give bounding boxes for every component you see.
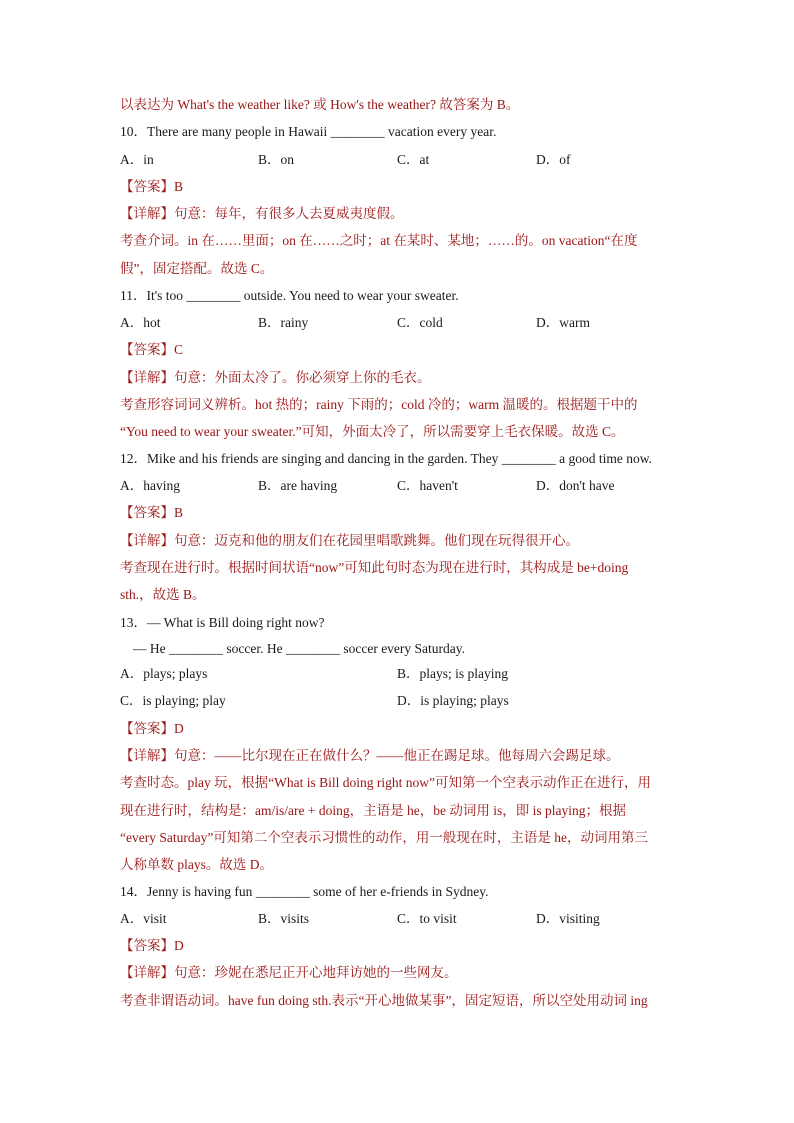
q12-answer: 【答案】B [120, 505, 184, 520]
q14-answer: 【答案】D [120, 938, 184, 953]
q10-analysis-2: 假”，固定搭配。故选 C。 [120, 261, 274, 276]
q13-option-c: C．is playing; play [120, 693, 226, 708]
q11-analysis-2: “You need to wear your sweater.”可知，外面太冷了，所以需要穿上毛衣保暖。故选 C。 [120, 424, 625, 439]
intro-line: 以表达为 What's the weather like? 或 How's the weather? 故答案为 B。 [120, 97, 520, 112]
q10-answer: 【答案】B [120, 179, 184, 194]
q14-option-c: C．to visit [397, 911, 457, 926]
q11-option-c: C．cold [397, 315, 443, 330]
q14-analysis-1: 考查非谓语动词。have fun doing sth.表示“开心地做某事”，固定短语，所以空处用动词 ing [120, 993, 648, 1008]
q10-analysis-1: 考查介词。in 在……里面；on 在……之时；at 在某时、某地；……的。on vacation“在度 [120, 233, 638, 248]
q10-option-a: A．in [120, 152, 154, 167]
q11-answer: 【答案】C [120, 342, 184, 357]
question-12-stem: 12．Mike and his friends are singing and dancing in the garden. They ________ a good time now. [120, 451, 653, 466]
q13-option-a: A．plays; plays [120, 666, 208, 681]
q13-detail: 【详解】句意：——比尔现在正在做什么？——他正在踢足球。他每周六会踢足球。 [120, 748, 620, 763]
question-11-stem: 11．It's too ________ outside. You need to wear your sweater. [120, 288, 459, 303]
q12-detail: 【详解】句意：迈克和他的朋友们在花园里唱歌跳舞。他们现在玩得很开心。 [120, 533, 579, 548]
q11-option-d: D．warm [536, 315, 590, 330]
q11-analysis-1: 考查形容词词义辨析。hot 热的；rainy 下雨的；cold 冷的；warm 温暖的。根据题干中的 [120, 397, 638, 412]
q14-detail: 【详解】句意：珍妮在悉尼正开心地拜访她的一些网友。 [120, 965, 458, 980]
q10-option-b: B．on [258, 152, 295, 167]
q14-option-a: A．visit [120, 911, 167, 926]
q13-analysis-1: 考查时态。play 玩，根据“What is Bill doing right now”可知第一个空表示动作正在进行，用 [120, 775, 651, 790]
q14-option-b: B．visits [258, 911, 310, 926]
q13-analysis-4: 人称单数 plays。故选 D。 [120, 857, 273, 872]
q11-detail: 【详解】句意：外面太冷了。你必须穿上你的毛衣。 [120, 370, 431, 385]
q11-option-b: B．rainy [258, 315, 309, 330]
q13-analysis-3: “every Saturday”可知第二个空表示习惯性的动作，用一般现在时，主语是 he，动词用第三 [120, 830, 648, 845]
q12-analysis-1: 考查现在进行时。根据时间状语“now”可知此句时态为现在进行时，其构成是 be+doing [120, 560, 629, 575]
q14-option-d: D．visiting [536, 911, 600, 926]
q12-option-c: C．haven't [397, 478, 458, 493]
q12-analysis-2: sth.，故选 B。 [120, 587, 206, 602]
q12-option-b: B．are having [258, 478, 338, 493]
q10-option-d: D．of [536, 152, 571, 167]
q13-option-b: B．plays; is playing [397, 666, 508, 681]
question-14-stem: 14．Jenny is having fun ________ some of her e-friends in Sydney. [120, 884, 489, 899]
q12-option-a: A．having [120, 478, 180, 493]
q13-answer: 【答案】D [120, 721, 184, 736]
q13-option-d: D．is playing; plays [397, 693, 509, 708]
question-10-stem: 10．There are many people in Hawaii ________ vacation every year. [120, 124, 497, 139]
question-13-stem-2: — He ________ soccer. He ________ soccer every Saturday. [133, 641, 466, 656]
q10-option-c: C．at [397, 152, 430, 167]
q13-analysis-2: 现在进行时，结构是：am/is/are + doing，主语是 he，be 动词用 is，即 is playing；根据 [120, 803, 626, 818]
question-13-stem: 13．— What is Bill doing right now? [120, 615, 325, 630]
q12-option-d: D．don't have [536, 478, 615, 493]
q10-detail: 【详解】句意：每年，有很多人去夏威夷度假。 [120, 206, 404, 221]
q11-option-a: A．hot [120, 315, 161, 330]
